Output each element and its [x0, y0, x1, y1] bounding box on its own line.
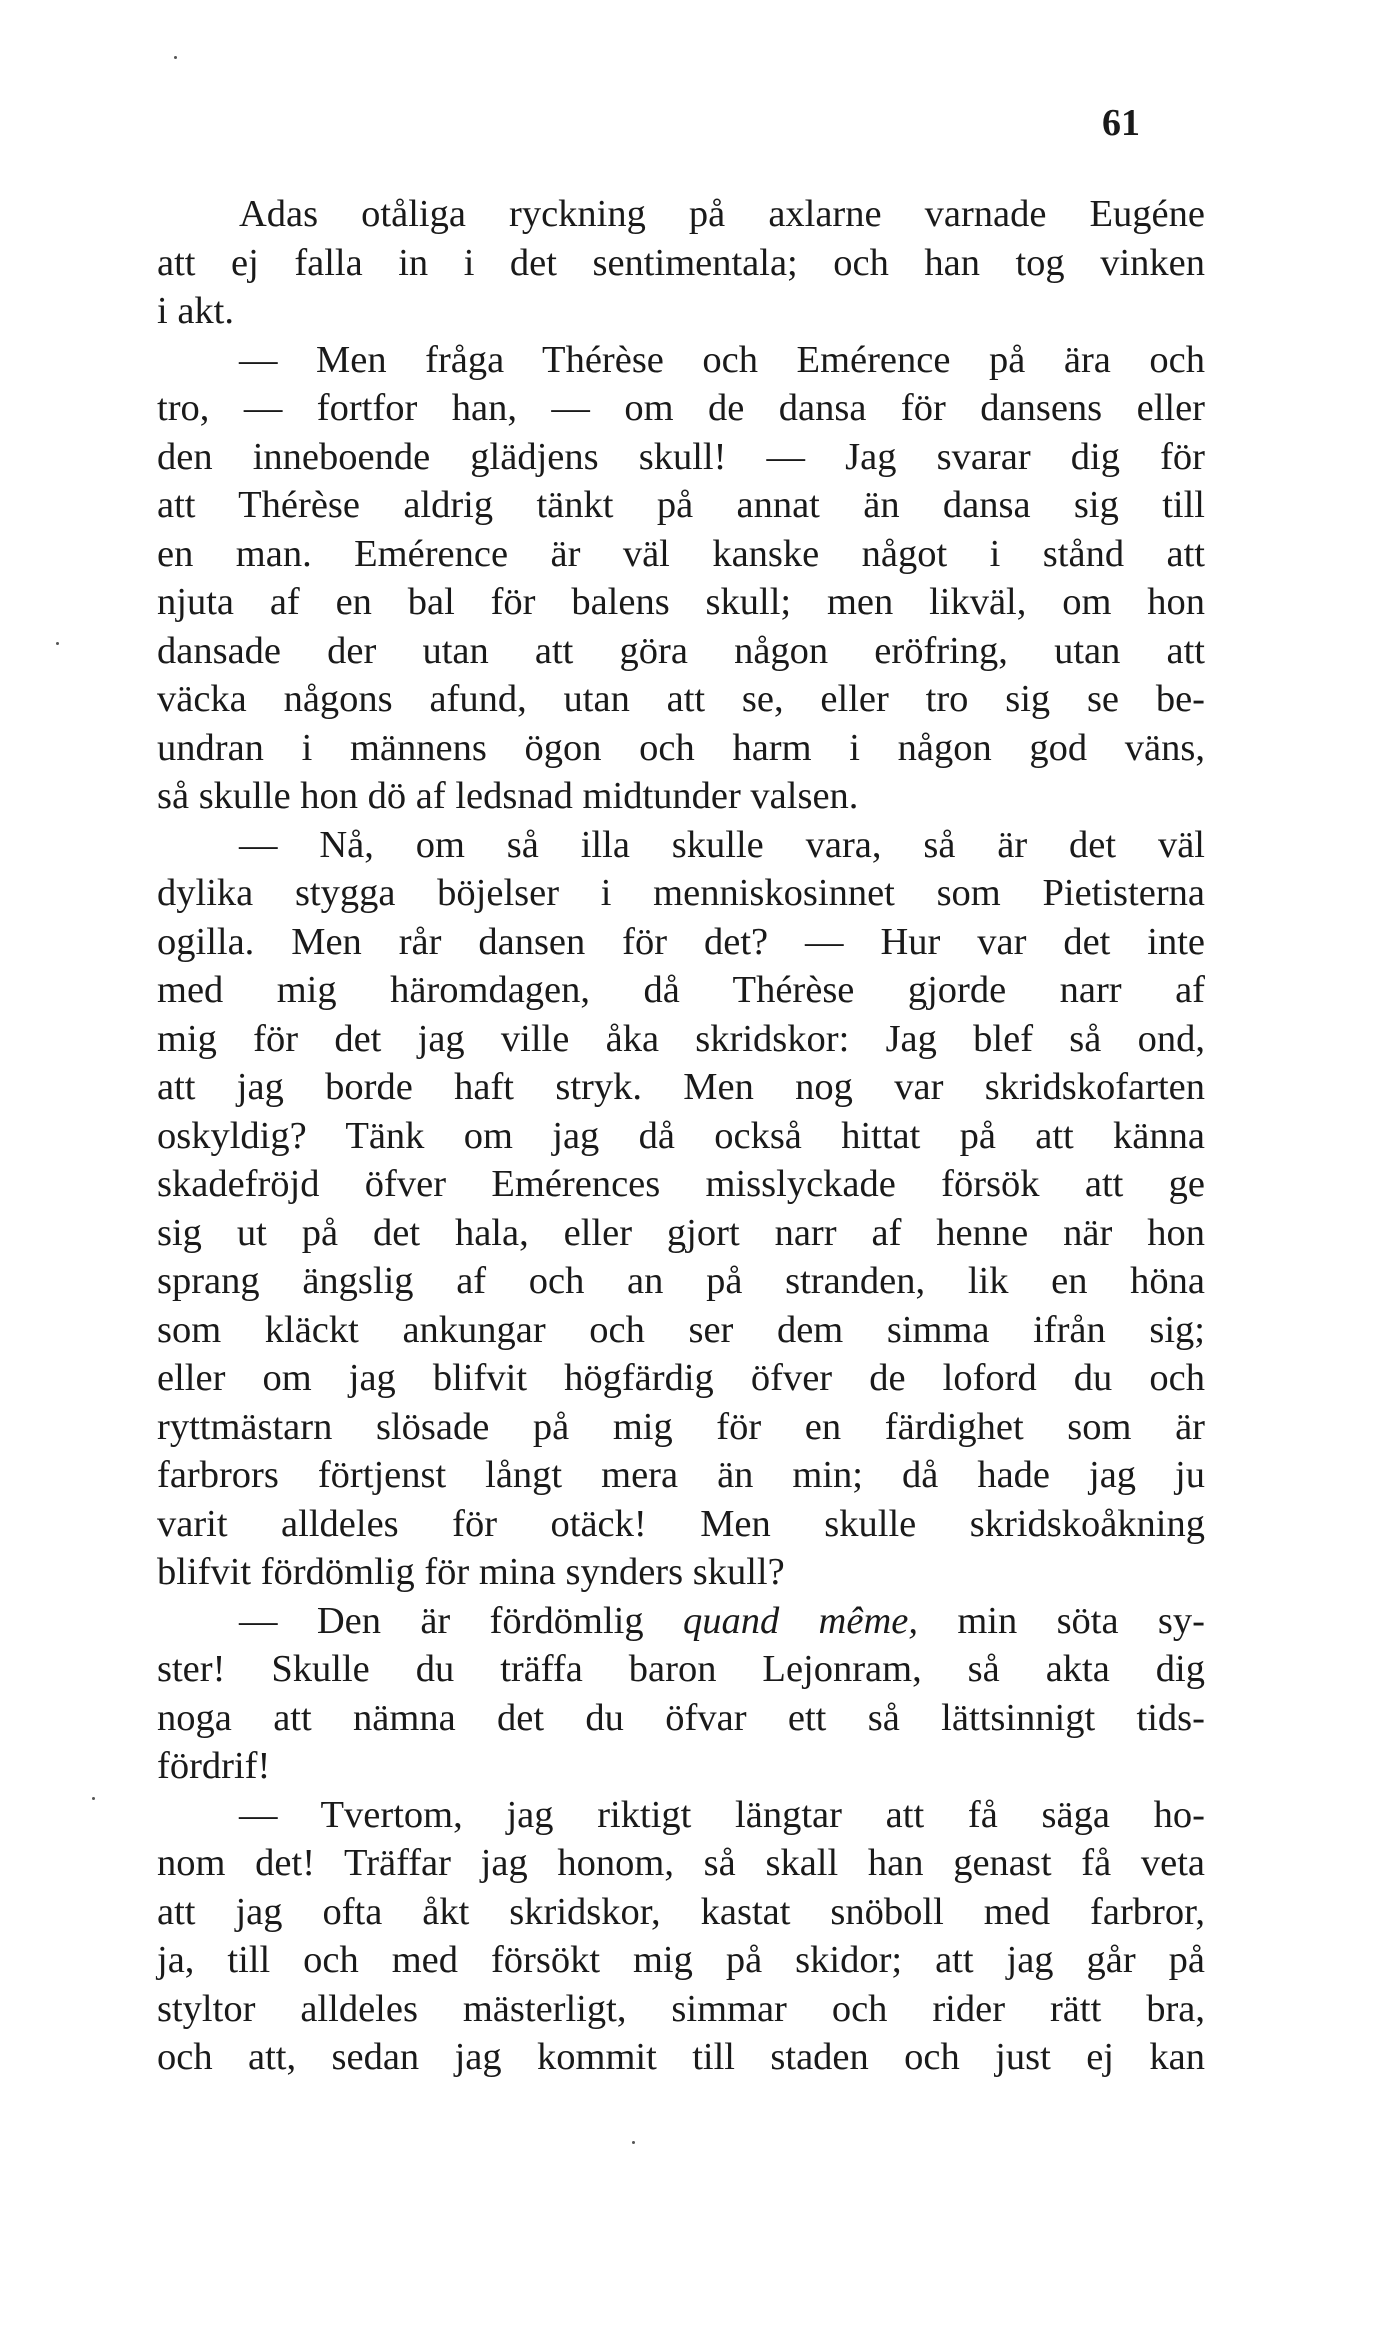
text-line: ryttmästarn slösade på mig för en färdighet som är — [157, 1405, 1205, 1448]
text-line: tro, — fortfor han, — om de dansa för dansens eller — [157, 387, 1205, 429]
text-line: med mig häromdagen, då Thérèse gjorde narr af — [157, 969, 1205, 1011]
text-line: den inneboende glädjens skull! — Jag svarar dig för — [157, 435, 1205, 478]
text-line: varit alldeles för otäck! Men skulle skridskoåkning — [157, 1502, 1205, 1545]
scan-speck — [174, 56, 177, 59]
paragraph-1 — [157, 190, 1205, 336]
text-line-rich — [157, 1597, 1205, 1646]
scan-speck — [92, 1797, 95, 1800]
text-line: eller om jag blifvit högfärdig öfver de loford du och — [157, 1357, 1205, 1399]
text-line: — Men fråga Thérèse och Emérence på ära och — [239, 338, 1205, 381]
text-line: väcka någons afund, utan att se, eller tro sig se be- — [157, 678, 1205, 720]
text-line: att Thérèse aldrig tänkt på annat än dansa sig till — [157, 484, 1205, 526]
text-line: i akt. — [157, 290, 234, 332]
text-line: och att, sedan jag kommit till staden och just ej kan — [157, 2036, 1205, 2078]
text-line: att jag borde haft stryk. Men nog var skridskofarten — [157, 1066, 1205, 1108]
text-line: så skulle hon dö af ledsnad midtunder valsen. — [157, 775, 859, 817]
text-line: nom det! Träffar jag honom, så skall han genast få veta — [157, 1842, 1205, 1884]
paragraph-3 — [157, 821, 1205, 1597]
text-line: blifvit fördömlig för mina synders skull? — [157, 1551, 785, 1593]
text-line: ster! Skulle du träffa baron Lejonram, så akta dig — [157, 1648, 1205, 1690]
text-line: fördrif! — [157, 1745, 271, 1787]
text-line: sig ut på det hala, eller gjort narr af henne när hon — [157, 1211, 1205, 1254]
text-line: farbrors förtjenst långt mera än min; då hade jag ju — [157, 1454, 1205, 1496]
text-line: dylika stygga böjelser i menniskosinnet som Pietisterna — [157, 872, 1205, 914]
paragraph-4 — [157, 1597, 1205, 1791]
paragraph-2 — [157, 336, 1205, 821]
text-line: noga att nämna det du öfvar ett så lättsinnigt tids- — [157, 1696, 1205, 1739]
text-line: — Tvertom, jag riktigt längtar att få säga ho- — [239, 1793, 1205, 1836]
text-line: skadefröjd öfver Emérences misslyckade försök att ge — [157, 1163, 1205, 1205]
scan-speck — [632, 2141, 635, 2144]
italic-phrase: quand même, — [682, 1599, 918, 1642]
text-line: att ej falla in i det sentimentala; och han tog vinken — [157, 241, 1205, 284]
text-line: — Nå, om så illa skulle vara, så är det väl — [239, 823, 1205, 866]
text-line: ogilla. Men rår dansen för det? — Hur var det inte — [157, 920, 1205, 963]
text-line: Adas otåliga ryckning på axlarne varnade Eugéne — [239, 193, 1205, 235]
text-line: sprang ängslig af och an på stranden, lik en höna — [157, 1260, 1205, 1302]
text-line: en man. Emérence är väl kanske något i stånd att — [157, 532, 1205, 575]
text-segment: min söta sy- — [917, 1599, 1205, 1642]
page-number: 61 — [1102, 102, 1140, 144]
body-text — [157, 190, 1205, 2082]
text-line: dansade der utan att göra någon eröfring, utan att — [157, 629, 1205, 672]
text-segment: — Den är fördömlig — [239, 1599, 683, 1642]
text-line: styltor alldeles mästerligt, simmar och rider rätt bra, — [157, 1987, 1205, 2030]
text-line: mig för det jag ville åka skridskor: Jag blef så ond, — [157, 1017, 1205, 1060]
paragraph-5 — [157, 1791, 1205, 2082]
text-line: njuta af en bal för balens skull; men likväl, om hon — [157, 581, 1205, 623]
text-line: att jag ofta åkt skridskor, kastat snöboll med farbror, — [157, 1890, 1205, 1933]
text-line: ja, till och med försökt mig på skidor; att jag går på — [157, 1939, 1205, 1981]
text-line: undran i männens ögon och harm i någon god väns, — [157, 726, 1205, 769]
text-line: som kläckt ankungar och ser dem simma ifrån sig; — [157, 1308, 1205, 1351]
text-line: oskyldig? Tänk om jag då också hittat på att känna — [157, 1114, 1205, 1157]
scan-speck — [56, 642, 59, 645]
